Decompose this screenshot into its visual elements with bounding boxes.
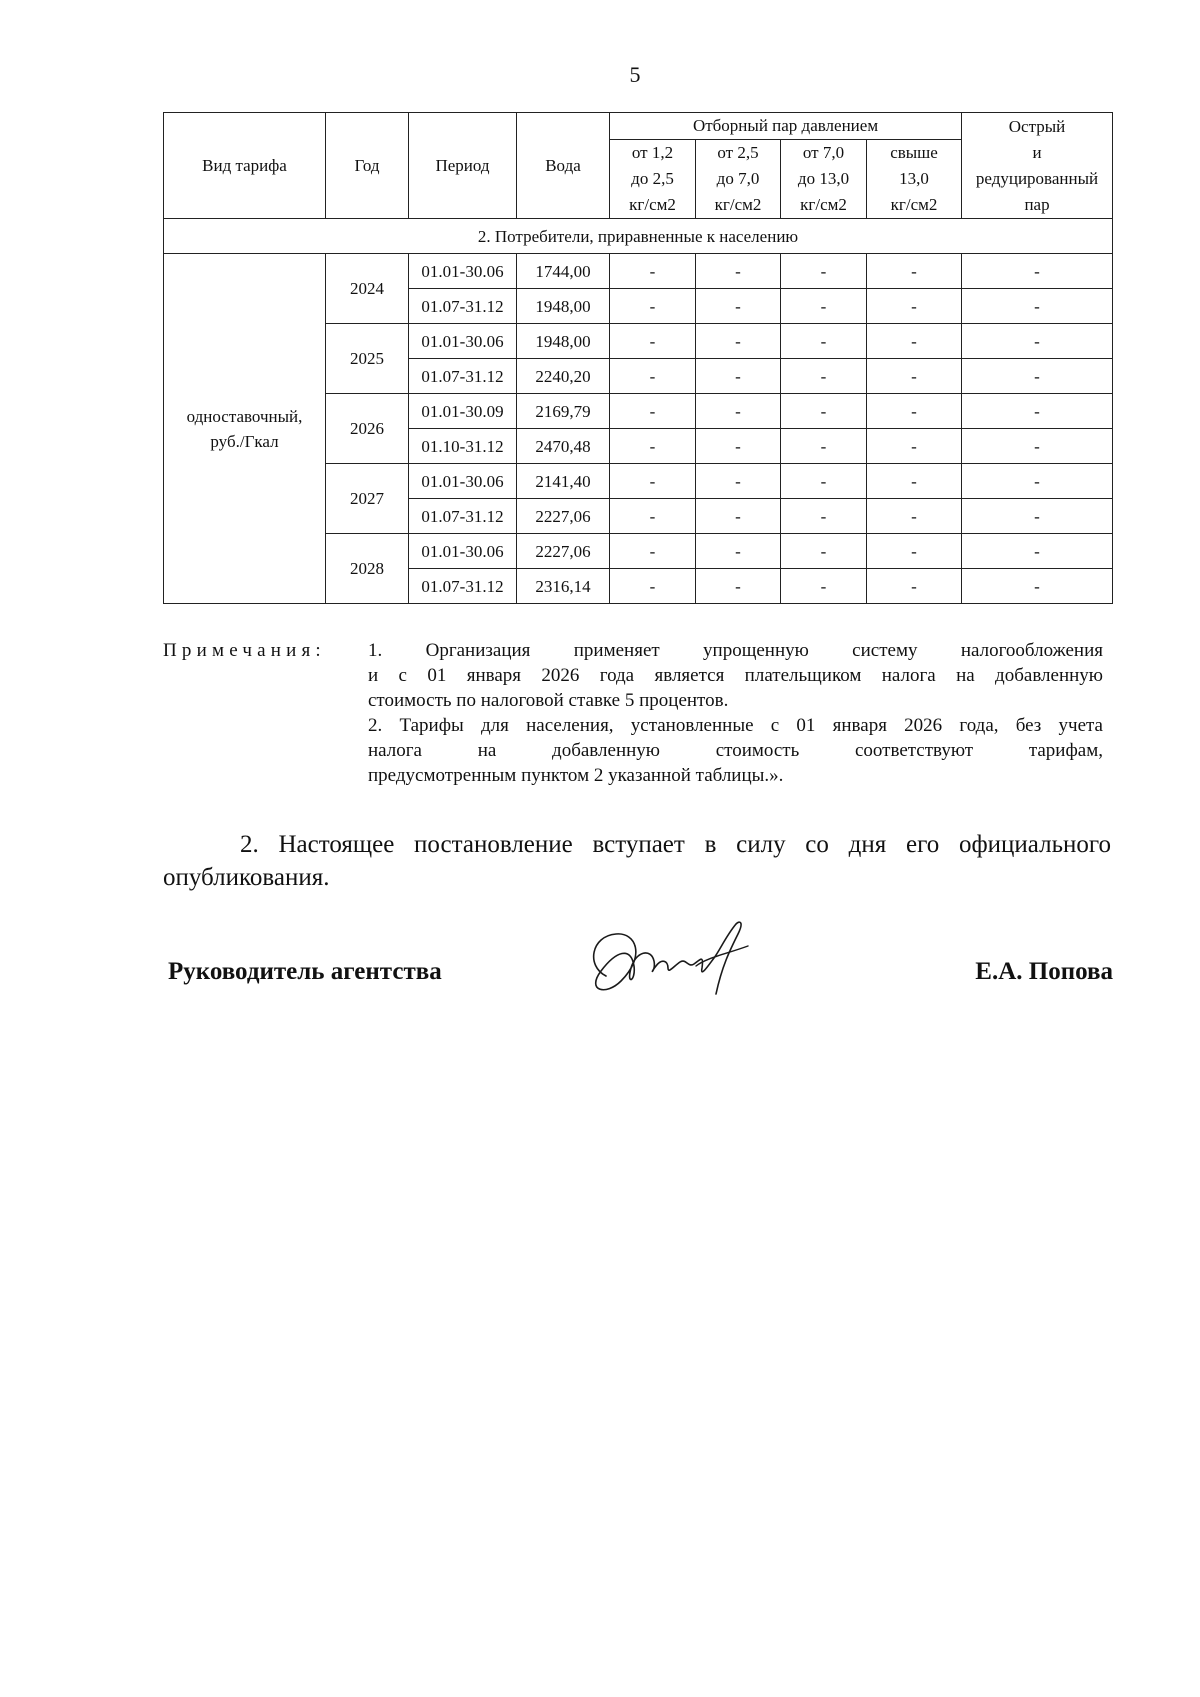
water-cell: 1948,00 <box>517 324 610 359</box>
dash-cell: - <box>696 499 781 534</box>
dash-cell: - <box>962 254 1113 289</box>
water-cell: 2470,48 <box>517 429 610 464</box>
header-pressure-2 <box>696 140 781 219</box>
dash-cell: - <box>867 324 962 359</box>
dash-cell: - <box>696 534 781 569</box>
dash-cell: - <box>781 359 867 394</box>
dash-cell: - <box>696 394 781 429</box>
dash-cell: - <box>610 394 696 429</box>
dash-cell: - <box>696 254 781 289</box>
dash-cell: - <box>781 289 867 324</box>
dash-cell: - <box>781 254 867 289</box>
dash-cell: - <box>962 429 1113 464</box>
period-cell: 01.07-31.12 <box>409 289 517 324</box>
note-line: и с 01 января 2026 года является плательщиком налога на добавленную <box>368 665 1103 686</box>
dash-cell: - <box>696 359 781 394</box>
note-line: предусмотренным пунктом 2 указанной таблицы.». <box>368 765 784 786</box>
dash-cell: - <box>781 499 867 534</box>
dash-cell: - <box>610 324 696 359</box>
dash-cell: - <box>610 534 696 569</box>
header-pressure-line: 13,0 <box>899 169 929 188</box>
water-cell: 2227,06 <box>517 534 610 569</box>
handwritten-signature-icon <box>576 906 776 1016</box>
dash-cell: - <box>781 534 867 569</box>
dash-cell: - <box>610 254 696 289</box>
year-cell: 2026 <box>326 394 409 464</box>
tariff-table <box>163 112 1113 604</box>
period-cell: 01.07-31.12 <box>409 499 517 534</box>
year-cell: 2024 <box>326 254 409 324</box>
period-cell: 01.10-31.12 <box>409 429 517 464</box>
period-cell: 01.07-31.12 <box>409 359 517 394</box>
dash-cell: - <box>610 464 696 499</box>
section-title: 2. Потребители, приравненные к населению <box>164 219 1113 254</box>
page-number: 5 <box>629 62 641 87</box>
header-sharp-steam <box>962 113 1113 219</box>
header-pressure-line: до 2,5 <box>631 169 674 188</box>
header-pressure-1 <box>610 140 696 219</box>
dash-cell: - <box>962 324 1113 359</box>
water-cell: 2141,40 <box>517 464 610 499</box>
signature-block <box>163 950 1113 1010</box>
paragraph-line: опубликования. <box>163 864 330 891</box>
dash-cell: - <box>610 429 696 464</box>
dash-cell: - <box>781 324 867 359</box>
header-tariff-type: Вид тарифа <box>164 113 326 219</box>
tariff-type-cell <box>164 254 326 604</box>
water-cell: 1744,00 <box>517 254 610 289</box>
water-cell: 2169,79 <box>517 394 610 429</box>
dash-cell: - <box>610 289 696 324</box>
signatory-name: Е.А. Попова <box>975 958 1113 985</box>
dash-cell: - <box>781 464 867 499</box>
dash-cell: - <box>867 254 962 289</box>
table-row <box>164 254 1113 289</box>
dash-cell: - <box>867 499 962 534</box>
paragraph-effective-date <box>163 828 1111 894</box>
header-pressure-line: от 2,5 <box>717 143 759 162</box>
header-pressure-line: свыше <box>890 143 938 162</box>
header-pressure-line: кг/см2 <box>800 195 847 214</box>
note-line: 1. Организация применяет упрощенную систему налогообложения <box>368 640 1103 661</box>
period-cell: 01.01-30.06 <box>409 254 517 289</box>
dash-cell: - <box>867 429 962 464</box>
note-line: стоимость по налоговой ставке 5 процентов. <box>368 690 729 711</box>
period-cell: 01.01-30.09 <box>409 394 517 429</box>
note-line: 2. Тарифы для населения, установленные с 01 января 2026 года, без учета <box>368 715 1103 736</box>
water-cell: 2227,06 <box>517 499 610 534</box>
dash-cell: - <box>867 289 962 324</box>
header-sharp-line: редуцированный <box>975 168 1099 188</box>
period-cell: 01.01-30.06 <box>409 324 517 359</box>
note-1 <box>368 638 1103 713</box>
dash-cell: - <box>696 464 781 499</box>
year-cell: 2028 <box>326 534 409 604</box>
dash-cell: - <box>610 499 696 534</box>
note-2 <box>368 713 1103 788</box>
header-sharp-line: и <box>1032 142 1042 162</box>
dash-cell: - <box>867 569 962 604</box>
period-cell: 01.07-31.12 <box>409 569 517 604</box>
header-pressure-4 <box>867 140 962 219</box>
header-pressure-line: кг/см2 <box>714 195 762 214</box>
dash-cell: - <box>867 359 962 394</box>
header-pressure-line: от 7,0 <box>802 143 845 162</box>
dash-cell: - <box>962 569 1113 604</box>
header-sharp-line: пар <box>1024 194 1050 214</box>
dash-cell: - <box>867 534 962 569</box>
tariff-type-line: руб./Гкал <box>210 431 279 451</box>
header-pressure-3 <box>781 140 867 219</box>
period-cell: 01.01-30.06 <box>409 464 517 499</box>
header-pressure-line: от 1,2 <box>631 143 674 162</box>
dash-cell: - <box>867 394 962 429</box>
dash-cell: - <box>962 289 1113 324</box>
note-line: налога на добавленную стоимость соответствуют тарифам, <box>368 740 1103 761</box>
header-pressure-line: до 7,0 <box>716 169 760 188</box>
tariff-type-line: одноставочный, <box>186 406 303 426</box>
header-year: Год <box>326 113 409 219</box>
year-cell: 2027 <box>326 464 409 534</box>
header-period: Период <box>409 113 517 219</box>
signatory-title: Руководитель агентства <box>168 958 442 985</box>
dash-cell: - <box>867 464 962 499</box>
year-cell: 2025 <box>326 324 409 394</box>
header-water: Вода <box>517 113 610 219</box>
dash-cell: - <box>962 394 1113 429</box>
header-sharp-line: Острый <box>1008 116 1066 136</box>
water-cell: 1948,00 <box>517 289 610 324</box>
notes <box>163 638 1103 788</box>
header-pressure-line: кг/см2 <box>890 195 938 214</box>
dash-cell: - <box>962 499 1113 534</box>
water-cell: 2240,20 <box>517 359 610 394</box>
paragraph-line: 2. Настоящее постановление вступает в силу со дня его официального <box>240 831 1111 858</box>
dash-cell: - <box>696 289 781 324</box>
dash-cell: - <box>696 569 781 604</box>
period-cell: 01.01-30.06 <box>409 534 517 569</box>
dash-cell: - <box>962 464 1113 499</box>
dash-cell: - <box>781 429 867 464</box>
dash-cell: - <box>610 359 696 394</box>
water-cell: 2316,14 <box>517 569 610 604</box>
header-pressure-line: кг/см2 <box>629 195 676 214</box>
dash-cell: - <box>781 569 867 604</box>
header-pressure-line: до 13,0 <box>797 169 850 188</box>
notes-label: Примечания: <box>163 640 326 661</box>
dash-cell: - <box>610 569 696 604</box>
dash-cell: - <box>696 429 781 464</box>
header-selected-steam: Отборный пар давлением <box>610 113 962 140</box>
dash-cell: - <box>781 394 867 429</box>
dash-cell: - <box>696 324 781 359</box>
dash-cell: - <box>962 359 1113 394</box>
dash-cell: - <box>962 534 1113 569</box>
